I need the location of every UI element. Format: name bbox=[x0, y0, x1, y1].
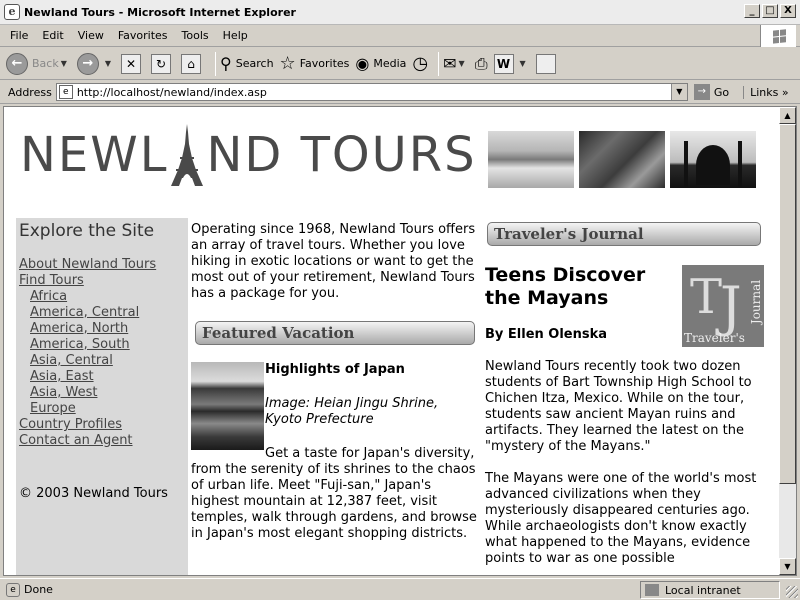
header-photo-ruins bbox=[579, 131, 665, 188]
home-button[interactable] bbox=[181, 54, 205, 74]
eiffel-tower-icon bbox=[170, 124, 204, 186]
nav-link-asia-west[interactable]: Asia, West bbox=[30, 385, 98, 400]
address-input[interactable] bbox=[56, 83, 688, 101]
header-photo-taj-mahal bbox=[670, 131, 756, 188]
sidebar-nav bbox=[16, 218, 188, 576]
search-icon: ⚲ bbox=[220, 54, 232, 73]
note-icon bbox=[536, 54, 556, 74]
nav-link-country-profiles[interactable]: Country Profiles bbox=[19, 417, 122, 432]
nav-link-america-south[interactable]: America, South bbox=[30, 337, 130, 352]
history-button[interactable] bbox=[412, 53, 428, 74]
page-status-icon: e bbox=[6, 583, 20, 597]
nav-link-contact-agent[interactable]: Contact an Agent bbox=[19, 433, 133, 448]
scroll-down-icon[interactable]: ▼ bbox=[779, 558, 796, 575]
media-icon: ◉ bbox=[355, 54, 370, 73]
site-logo[interactable] bbox=[20, 119, 477, 191]
windows-flag-icon bbox=[772, 28, 786, 43]
star-icon: ☆ bbox=[279, 53, 296, 74]
forward-arrow-icon: → bbox=[77, 53, 99, 75]
back-button[interactable] bbox=[6, 53, 71, 75]
back-label: Back bbox=[32, 57, 59, 70]
logo-word-travelers: Traveler's bbox=[684, 331, 745, 345]
article-byline: By Ellen Olenska bbox=[485, 327, 608, 342]
nav-link-find-tours[interactable]: Find Tours bbox=[19, 273, 84, 288]
address-bar bbox=[0, 81, 800, 104]
menu-help[interactable]: Help bbox=[222, 29, 248, 42]
maximize-button[interactable]: □ bbox=[762, 4, 778, 18]
links-button[interactable] bbox=[743, 86, 789, 99]
toolbar bbox=[0, 48, 800, 80]
stop-button[interactable] bbox=[121, 54, 145, 74]
media-button[interactable] bbox=[355, 54, 406, 73]
chevron-right-icon: » bbox=[781, 85, 789, 99]
go-button[interactable] bbox=[694, 84, 729, 100]
printer-icon: ⎙ bbox=[474, 53, 488, 73]
ie-icon: e bbox=[4, 4, 20, 20]
nav-link-asia-east[interactable]: Asia, East bbox=[30, 369, 94, 384]
address-url[interactable]: http://localhost/newland/index.asp bbox=[76, 85, 267, 99]
search-button[interactable] bbox=[220, 54, 274, 73]
window-controls bbox=[744, 4, 796, 18]
mail-icon: ✉ bbox=[443, 54, 457, 73]
title-bar bbox=[0, 0, 800, 25]
history-icon: ◷ bbox=[412, 53, 429, 74]
security-zone bbox=[640, 581, 780, 599]
toolbar-separator bbox=[215, 52, 216, 76]
links-label: Links bbox=[750, 85, 779, 99]
logo-letter-j: J bbox=[720, 275, 742, 338]
menu-edit[interactable]: Edit bbox=[42, 29, 64, 42]
logo-letter-t: T bbox=[690, 269, 723, 325]
header-photo-coast bbox=[488, 131, 574, 188]
feature-title: Highlights of Japan bbox=[265, 362, 405, 377]
nav-link-europe[interactable]: Europe bbox=[30, 401, 76, 416]
article-paragraph: The Mayans were one of the world's most advanced civilizations when they mysteriously disappeared centuries ago. While archaeologists don't know exactly what happened to the Mayans, evidence points to war as one possible bbox=[485, 471, 757, 566]
travelers-journal-banner: Traveler's Journal bbox=[487, 222, 761, 246]
refresh-icon: ↻ bbox=[151, 54, 171, 74]
nav-title: Explore the Site bbox=[19, 221, 155, 241]
menu-tools[interactable]: Tools bbox=[181, 29, 209, 42]
nav-link-africa[interactable]: Africa bbox=[30, 289, 68, 304]
close-button[interactable]: X bbox=[780, 4, 796, 18]
forward-dropdown-icon[interactable]: ▼ bbox=[104, 59, 112, 68]
mail-dropdown-icon[interactable]: ▼ bbox=[458, 59, 465, 68]
journal-column bbox=[485, 222, 765, 567]
scroll-up-icon[interactable]: ▲ bbox=[779, 107, 796, 124]
featured-vacation-banner: Featured Vacation bbox=[195, 321, 475, 345]
article-title: Teens Discover the Mayans bbox=[485, 264, 646, 309]
resize-grip[interactable] bbox=[786, 586, 798, 598]
nav-link-about[interactable]: About Newland Tours bbox=[19, 257, 157, 272]
intranet-icon bbox=[645, 584, 659, 596]
status-text: Done bbox=[24, 583, 53, 596]
menu-favorites[interactable]: Favorites bbox=[117, 29, 168, 42]
menu-view[interactable]: View bbox=[77, 29, 104, 42]
browser-viewport bbox=[3, 106, 797, 576]
shrine-photo bbox=[191, 362, 264, 450]
nav-link-asia-central[interactable]: Asia, Central bbox=[30, 353, 113, 368]
copyright: © 2003 Newland Tours bbox=[19, 486, 168, 501]
vertical-scrollbar[interactable] bbox=[779, 107, 796, 575]
nav-link-america-central[interactable]: America, Central bbox=[30, 305, 140, 320]
favorites-label: Favorites bbox=[299, 57, 350, 70]
featured-vacation bbox=[191, 362, 479, 542]
toolbar-separator bbox=[438, 52, 439, 76]
search-label: Search bbox=[235, 57, 274, 70]
window-title: Newland Tours - Microsoft Internet Explorer bbox=[24, 5, 296, 19]
back-dropdown-icon[interactable]: ▼ bbox=[60, 59, 67, 68]
go-arrow-icon: → bbox=[694, 84, 710, 100]
status-bar bbox=[0, 578, 800, 600]
minimize-button[interactable]: _ bbox=[744, 4, 760, 18]
edit-dropdown-icon[interactable]: ▼ bbox=[519, 59, 526, 68]
travelers-journal-logo bbox=[682, 265, 764, 347]
favorites-button[interactable] bbox=[280, 53, 350, 74]
nav-link-america-north[interactable]: America, North bbox=[30, 321, 129, 336]
mail-button[interactable] bbox=[443, 54, 469, 73]
media-label: Media bbox=[373, 57, 407, 70]
web-page bbox=[4, 107, 780, 576]
main-column bbox=[191, 222, 479, 542]
discuss-button[interactable] bbox=[536, 54, 560, 74]
word-icon: W bbox=[494, 54, 514, 74]
intro-text: Operating since 1968, Newland Tours offers an array of travel tours. Whether you love hiking in exotic locations or want to get the most out of your retirement, Newland Tours has a package for you. bbox=[191, 222, 476, 301]
logo-text-right: ND TOURS bbox=[206, 127, 477, 183]
print-button[interactable] bbox=[475, 54, 488, 74]
address-label: Address bbox=[8, 85, 52, 99]
page-icon: e bbox=[59, 85, 73, 99]
go-label: Go bbox=[713, 85, 730, 99]
refresh-button[interactable] bbox=[151, 54, 175, 74]
feature-description: Get a taste for Japan's diversity, from the serenity of its shrines to the chaos of urban life. Meet "Fuji-san," Japan's highest mountain at 12,387 feet, visit temples, walk through gardens, and browse in Japan's most elegant shopping districts. bbox=[191, 446, 477, 541]
zone-label: Local intranet bbox=[665, 583, 741, 597]
forward-button[interactable] bbox=[77, 53, 115, 75]
home-icon: ⌂ bbox=[181, 54, 201, 74]
edit-button[interactable] bbox=[494, 54, 530, 74]
logo-word-journal: Journal bbox=[748, 279, 763, 325]
logo-text-left: NEWL bbox=[20, 127, 169, 183]
feature-caption: Image: Heian Jingu Shrine, Kyoto Prefecture bbox=[265, 396, 439, 427]
scroll-thumb[interactable] bbox=[779, 124, 796, 484]
address-dropdown-icon[interactable]: ▼ bbox=[671, 84, 687, 100]
menu-bar bbox=[0, 25, 800, 47]
back-arrow-icon: ← bbox=[6, 53, 28, 75]
article-paragraph: Newland Tours recently took two dozen students of Bart Township High School to Chichen Itza, Mexico. While on the tour, students saw ancient Mayan ruins and artifacts. They learned the latest on the "mystery of the Mayans." bbox=[485, 359, 752, 454]
windows-logo bbox=[760, 25, 796, 47]
stop-icon: ✕ bbox=[121, 54, 141, 74]
menu-file[interactable]: File bbox=[10, 29, 29, 42]
nav-list bbox=[16, 257, 188, 449]
